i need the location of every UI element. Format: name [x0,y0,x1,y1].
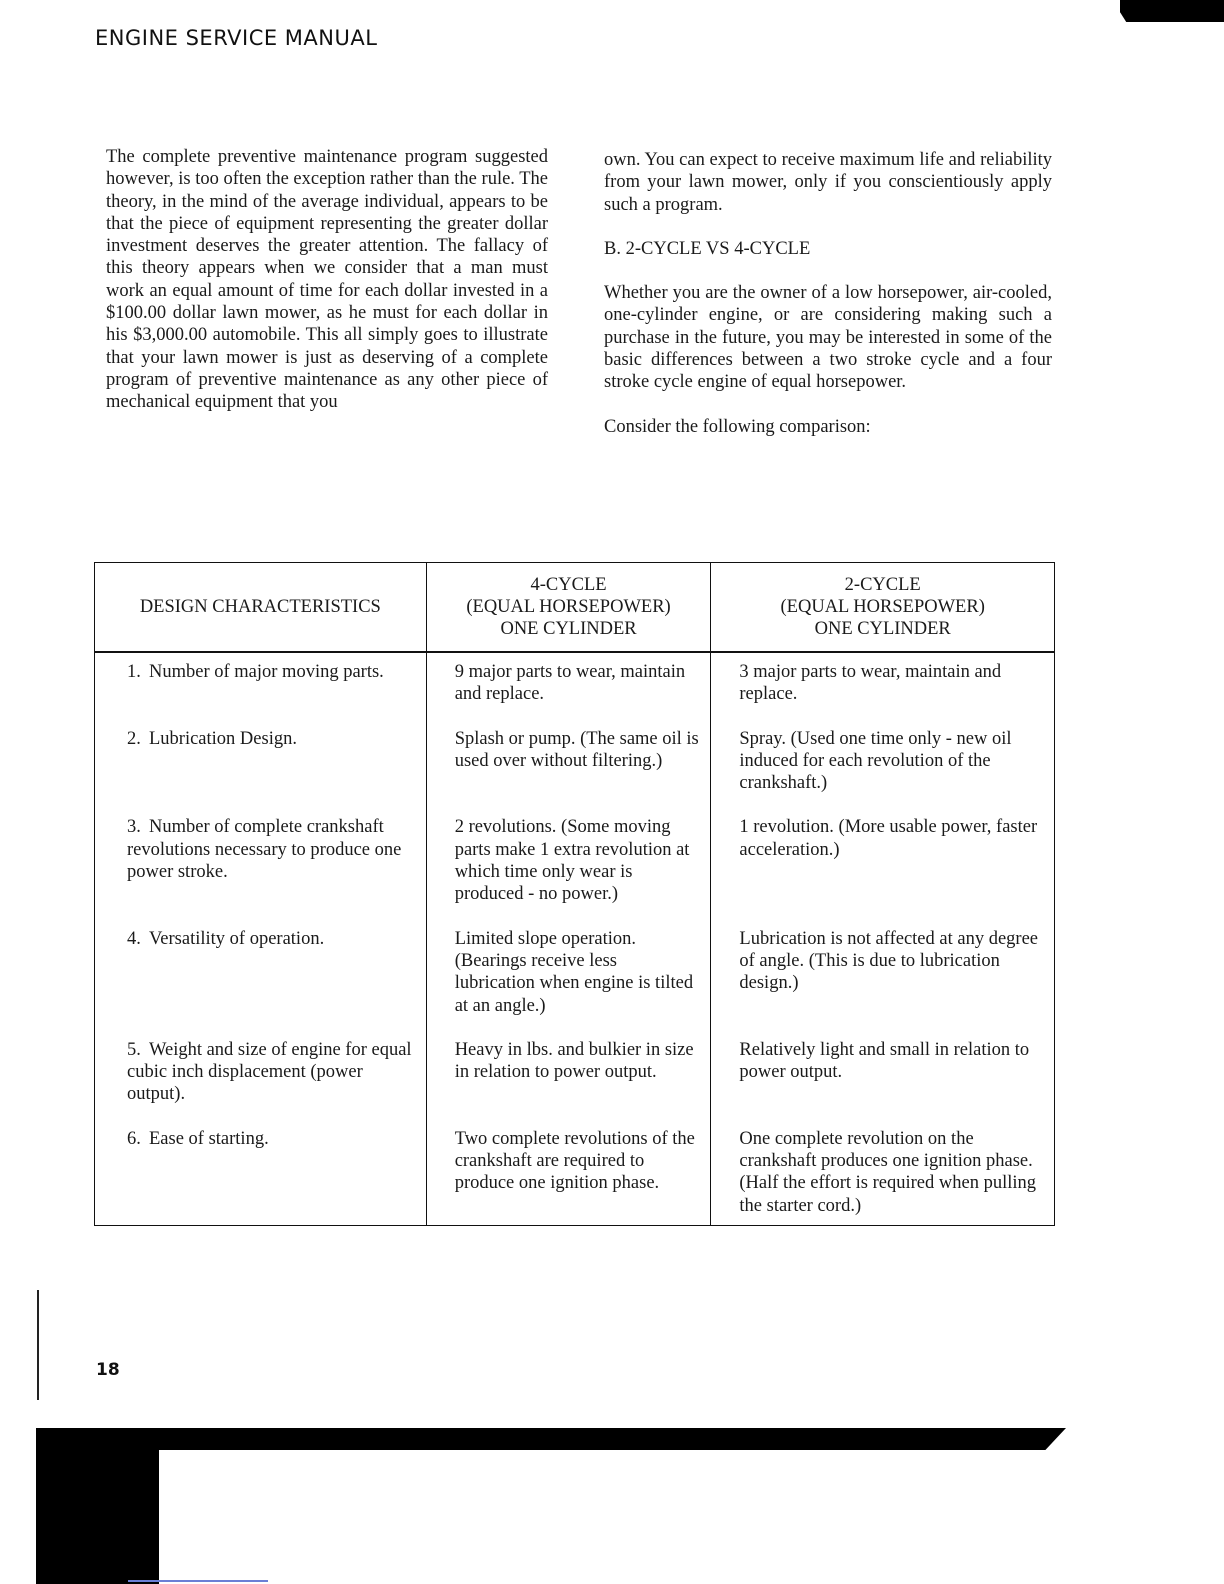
section-heading: B. 2-CYCLE VS 4-CYCLE [604,238,811,259]
two-cycle-cell: Relatively light and small in relation to power output. [711,1039,1055,1128]
four-cycle-cell: Heavy in lbs. and bulkier in size in relation to power output. [426,1039,711,1128]
row-number: 5. [127,1039,141,1060]
row-number: 2. [127,728,141,749]
right-column [604,149,1052,460]
corner-scan-mark [1120,0,1224,22]
characteristic-text: Weight and size of engine for equal cubic inch displacement (power output). [127,1039,412,1105]
header-col2-line2: (EQUAL HORSEPOWER) [466,596,671,617]
header-design-characteristics [95,563,427,653]
bottom-scan-band [36,1428,1066,1450]
four-cycle-cell: Splash or pump. (The same oil is used over without filtering.) [426,728,711,817]
row-number: 3. [127,817,141,838]
table-row [95,652,1055,728]
row-number: 4. [127,928,141,949]
left-column [106,146,548,436]
left-paragraph: The complete preventive maintenance program suggested however, is too often the exception rather than the rule. The theory, in the mind of the average individual, appears to be that the piece of equipment representing the greater dollar investment deserves the greater attention. The fallacy of this theory appears when we consider that a man must work an equal amount of time for each dollar invested in a $100.00 dollar lawn mower, as he must for each dollar in his $3,000.00 automobile. This all simply goes to illustrate that your lawn mower is just as deserving of a complete program of preventive maintenance as any other piece of mechanical equipment that you [106,147,548,413]
characteristic-text: Number of complete crankshaft revolutions necessary to produce one power stroke. [127,817,402,883]
table-header-row [95,563,1055,653]
header-col2-line1: 4-CYCLE [530,574,607,595]
page-number: 18 [96,1360,120,1380]
table-row [95,816,1055,927]
characteristic-cell [95,928,427,1039]
table-row [95,928,1055,1039]
right-paragraph-3: Consider the following comparison: [604,416,871,437]
header-col3-line3: ONE CYLINDER [814,619,951,640]
two-cycle-cell: 1 revolution. (More usable power, faster acceleration.) [711,816,1055,927]
characteristic-text: Versatility of operation. [149,928,325,949]
characteristic-text: Ease of starting. [149,1128,269,1149]
two-cycle-cell: 3 major parts to wear, maintain and replace. [711,652,1055,728]
comparison-table [94,562,1055,1226]
four-cycle-cell: 9 major parts to wear, maintain and replace. [426,652,711,728]
characteristic-text: Lubrication Design. [149,728,297,749]
characteristic-cell [95,728,427,817]
header-col3-line1: 2-CYCLE [844,574,921,595]
bottom-blue-line [128,1580,268,1582]
table-row [95,728,1055,817]
bottom-scan-block [36,1446,159,1584]
two-cycle-cell: Lubrication is not affected at any degree of angle. (This is due to lubrication design.) [711,928,1055,1039]
characteristic-cell [95,1039,427,1128]
row-number: 1. [127,662,141,682]
characteristic-cell [95,652,427,728]
table-row [95,1128,1055,1226]
characteristic-cell [95,1128,427,1226]
characteristic-text: Number of major moving parts. [149,662,384,682]
table-row [95,1039,1055,1128]
right-paragraph-1: own. You can expect to receive maximum life and reliability from your lawn mower, only if you conscientiously apply such a program. [604,150,1052,215]
header-col3-line2: (EQUAL HORSEPOWER) [780,596,985,617]
four-cycle-cell: Two complete revolutions of the crankshaft are required to produce one ignition phase. [426,1128,711,1226]
two-cycle-cell: Spray. (Used one time only - new oil induced for each revolution of the crankshaft.) [711,728,1055,817]
four-cycle-cell: Limited slope operation. (Bearings receive less lubrication when engine is tilted at an angle.) [426,928,711,1039]
characteristic-cell [95,816,427,927]
header-col2-line3: ONE CYLINDER [500,619,637,640]
two-cycle-cell: One complete revolution on the crankshaft produces one ignition phase. (Half the effort is required when pulling the starter cord.) [711,1128,1055,1226]
row-number: 6. [127,1128,141,1149]
right-paragraph-2: Whether you are the owner of a low horsepower, air-cooled, one-cylinder engine, or are considering making such a purchase in the future, you may be interested in some of the basic differences between a two stroke cycle and a four stroke cycle engine of equal horsepower. [604,283,1052,393]
left-scan-rule [37,1290,39,1400]
header-col1-text: DESIGN CHARACTERISTICS [139,596,381,617]
four-cycle-cell: 2 revolutions. (Some moving parts make 1 extra revolution at which time only wear is produced - no power.) [426,816,711,927]
header-two-cycle [711,563,1055,653]
running-title: ENGINE SERVICE MANUAL [95,26,378,50]
header-four-cycle [426,563,711,653]
